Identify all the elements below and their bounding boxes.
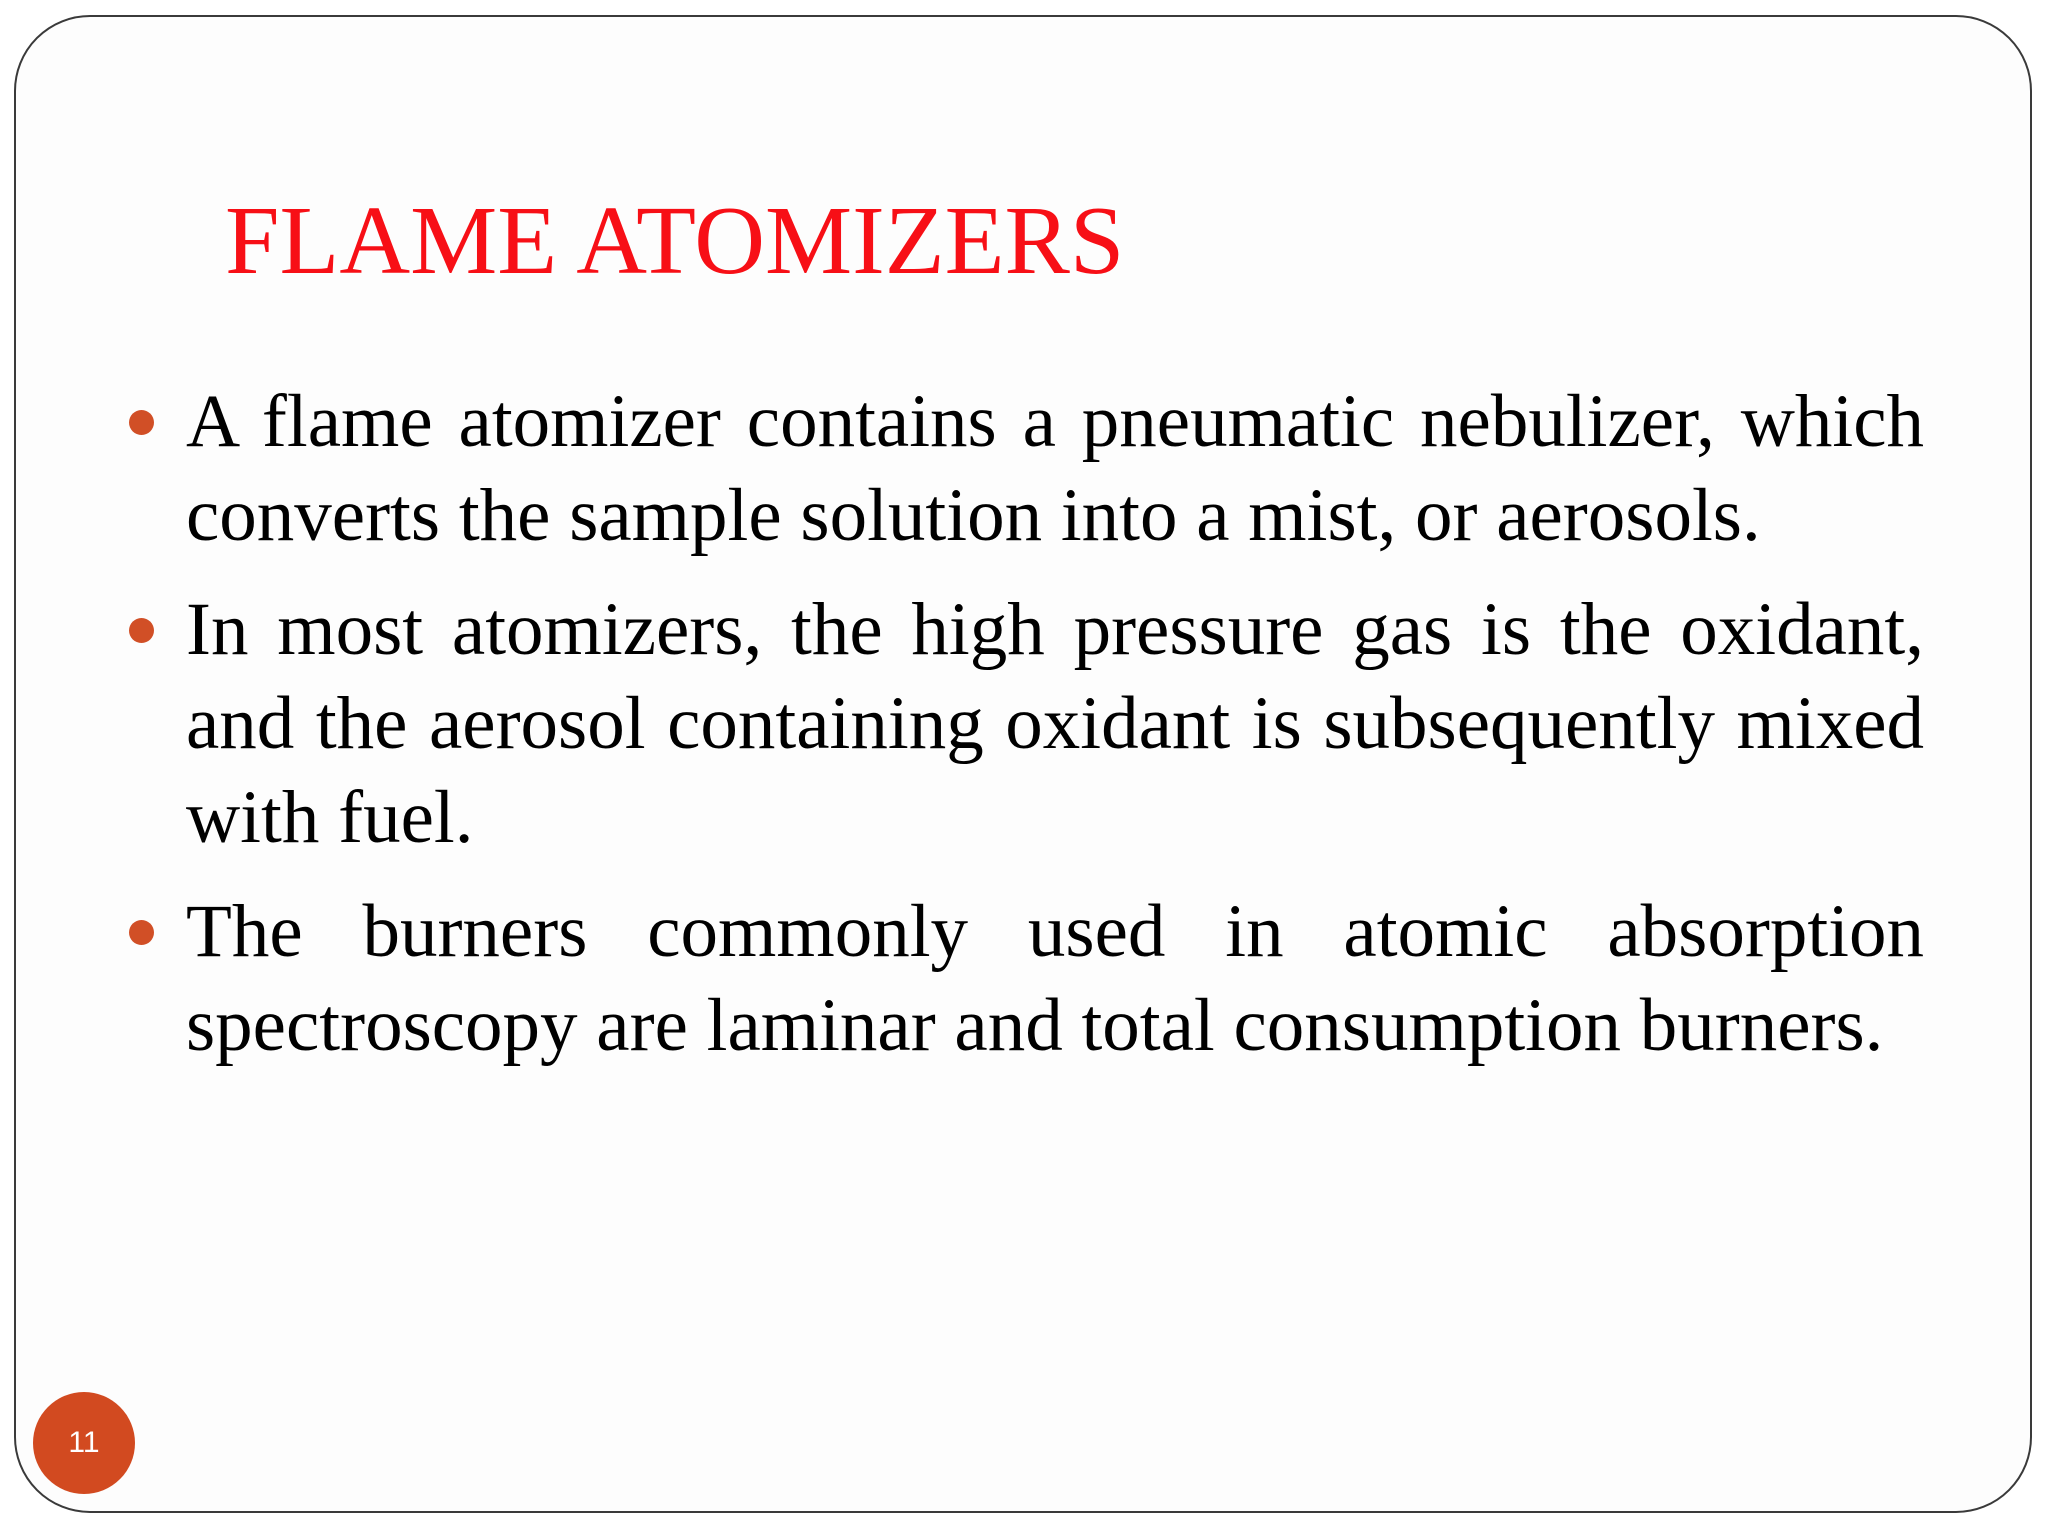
bullet-text: A flame atomizer contains a pneumatic nebulizer, which converts the sample solution into a mist, or aerosols.	[186, 380, 1924, 557]
bullet-item	[186, 885, 1924, 1073]
bullet-item	[186, 583, 1924, 865]
circle-bullet-icon	[129, 618, 154, 643]
slide-title: FLAME ATOMIZERS	[225, 187, 1125, 295]
circle-bullet-icon	[129, 410, 154, 435]
slide-number-badge	[33, 1392, 135, 1494]
bullet-list	[186, 375, 1924, 1093]
bullet-item	[186, 375, 1924, 563]
bullet-text: The burners commonly used in atomic absorption spectroscopy are laminar and total consumption burners.	[186, 890, 1924, 1067]
bullet-text: In most atomizers, the high pressure gas is the oxidant, and the aerosol containing oxidant is subsequently mixed with fuel.	[186, 588, 1924, 859]
slide-number: 11	[68, 1426, 100, 1459]
circle-bullet-icon	[129, 920, 154, 945]
